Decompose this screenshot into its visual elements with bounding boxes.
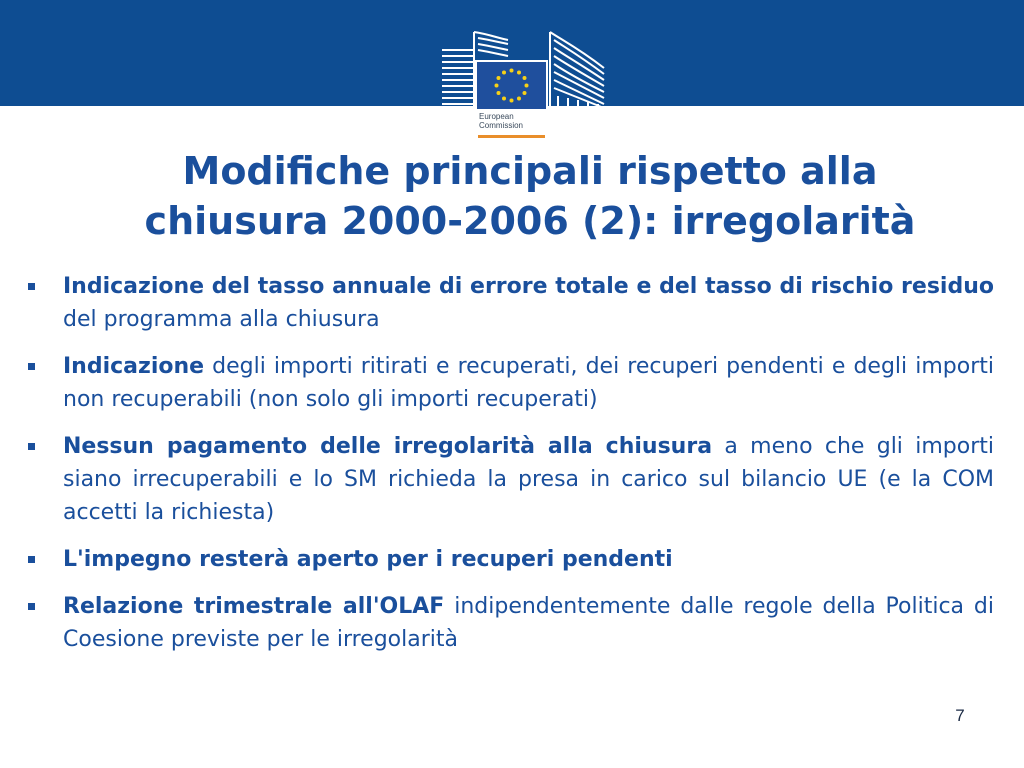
page-number: 7 [955,706,965,725]
bullet-text: indipendentemente dalle regole della Politica di Coesione previste per le irregolarità [63,594,994,652]
eu-flag-icon [477,62,546,109]
square-bullet-icon [28,363,35,370]
square-bullet-icon [28,443,35,450]
logo-accent-bar [478,135,545,138]
bullet-bold-text: L'impegno resterà aperto per i recuperi pendenti [63,547,673,572]
logo-line-2: Commission [479,121,524,130]
bullet-item [28,543,994,576]
bullet-bold-text: Nessun pagamento delle irregolarità alla chiusura [63,434,713,459]
logo-wordmark [479,112,545,130]
bullet-text: a meno che gli importi siano irrecuperabili e lo SM richieda la presa in carico sul bilancio UE (e la COM accetti la richiesta) [63,434,994,525]
bullet-item [28,430,994,529]
bullet-text: del programma alla chiusura [63,307,380,332]
commission-emblem [475,60,548,140]
bullet-item [28,270,994,336]
square-bullet-icon [28,603,35,610]
slide-title-line-1: Modifiche principali rispetto alla [182,149,878,193]
slide-title [60,146,1000,246]
slide-title-line-2: chiusura 2000-2006 (2): irregolarità [144,199,916,243]
square-bullet-icon [28,556,35,563]
square-bullet-icon [28,283,35,290]
bullet-bold-text: Relazione trimestrale all'OLAF [63,594,445,619]
bullet-bold-text: Indicazione del tasso annuale di errore totale e del tasso di rischio residuo [63,274,994,299]
bullet-item [28,590,994,656]
bullet-list [28,270,994,670]
bullet-text: degli importi ritirati e recuperati, dei recuperi pendenti e degli importi non recuperabili (non solo gli importi recuperati) [63,354,994,412]
bullet-item [28,350,994,416]
bullet-bold-text: Indicazione [63,354,205,379]
logo-line-1: European [479,112,514,121]
